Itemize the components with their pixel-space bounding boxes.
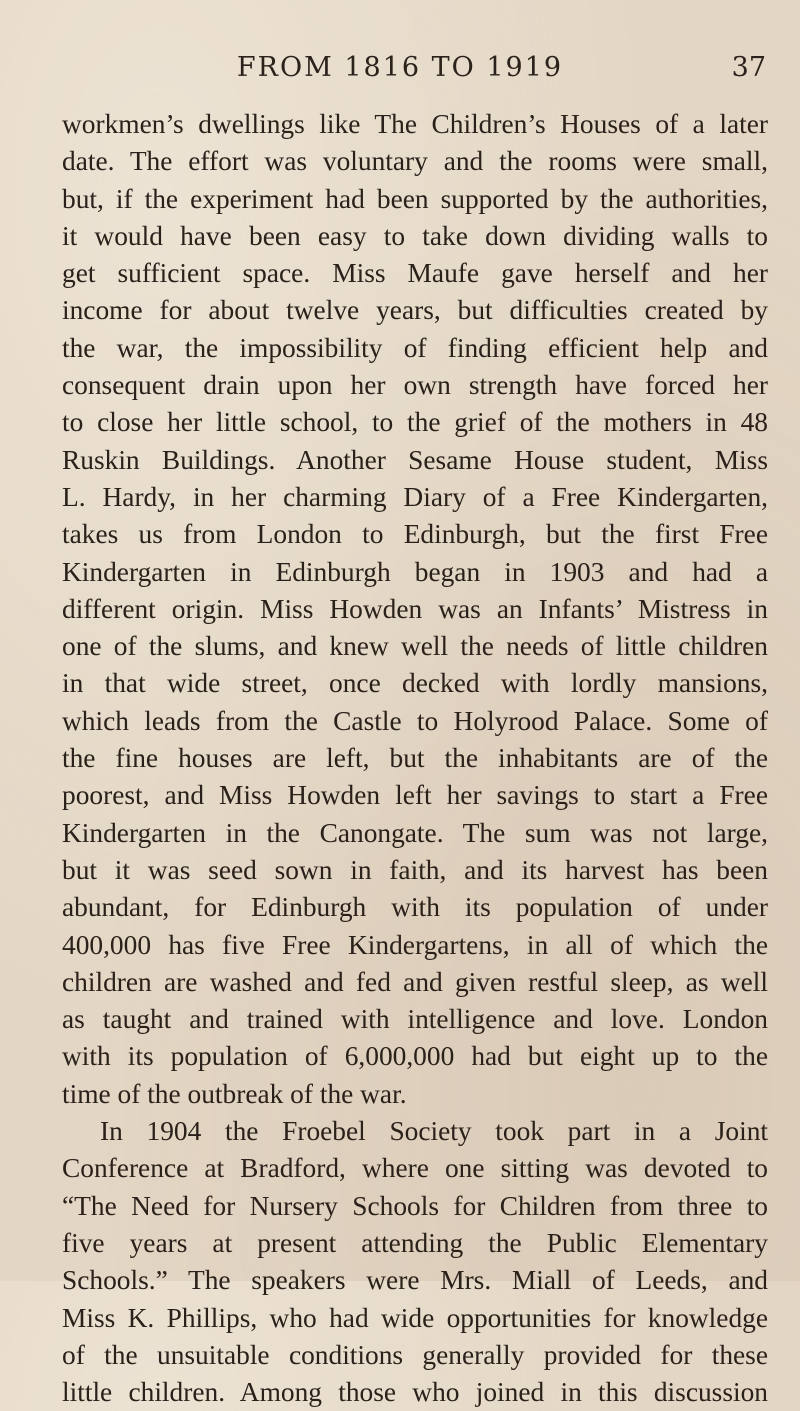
text-line: “The Need for Nursery Schools for Children from three to bbox=[62, 1190, 768, 1221]
text-line: abundant, for Edinburgh with its population of under bbox=[62, 892, 768, 923]
text-line: children are washed and fed and given restful sleep, as well bbox=[62, 966, 768, 997]
text-line: poorest, and Miss Howden left her savings to start a Free bbox=[62, 780, 768, 811]
text-line: Conference at Bradford, where one sitting was devoted to bbox=[62, 1153, 768, 1184]
text-line: but it was seed sown in faith, and its harvest has been bbox=[62, 854, 768, 885]
text-line: time of the outbreak of the war. bbox=[62, 1078, 407, 1109]
text-line: Miss K. Phillips, who had wide opportunities for knowledge bbox=[62, 1302, 768, 1333]
text-line: Kindergarten in Edinburgh began in 1903 and had a bbox=[62, 556, 768, 587]
text-line: Ruskin Buildings. Another Sesame House student, Miss bbox=[62, 444, 768, 475]
text-line: which leads from the Castle to Holyrood Palace. Some of bbox=[62, 705, 768, 736]
text-line: different origin. Miss Howden was an Infants’ Mistress in bbox=[62, 593, 768, 624]
text-line: income for about twelve years, but difficulties created by bbox=[62, 295, 768, 326]
text-line: in that wide street, once decked with lordly mansions, bbox=[62, 668, 768, 699]
text-line: takes us from London to Edinburgh, but the first Free bbox=[62, 519, 768, 550]
text-line: to close her little school, to the grief of the mothers in 48 bbox=[62, 407, 768, 438]
text-line: In 1904 the Froebel Society took part in a Joint bbox=[100, 1116, 768, 1147]
paragraph-1 bbox=[62, 106, 768, 1113]
text-line: with its population of 6,000,000 had but eight up to the bbox=[62, 1041, 768, 1072]
text-line: little children. Among those who joined in this discussion bbox=[62, 1377, 768, 1408]
text-line: date. The effort was voluntary and the rooms were small, bbox=[62, 146, 768, 177]
page-number: 37 bbox=[731, 52, 766, 83]
running-title: FROM 1816 TO 1919 bbox=[236, 52, 564, 83]
text-line: of the unsuitable conditions generally provided for these bbox=[62, 1339, 768, 1370]
body-text bbox=[62, 106, 768, 1411]
text-line: workmen’s dwellings like The Children’s Houses of a later bbox=[62, 109, 768, 139]
text-line: Schools.” The speakers were Mrs. Miall of Leeds, and bbox=[62, 1265, 768, 1296]
paragraph-2 bbox=[62, 1113, 768, 1411]
text-line: the war, the impossibility of finding efficient help and bbox=[62, 332, 768, 363]
text-line: 400,000 has five Free Kindergartens, in all of which the bbox=[62, 929, 768, 960]
text-line: consequent drain upon her own strength have forced her bbox=[62, 370, 768, 401]
text-line: L. Hardy, in her charming Diary of a Free Kindergarten, bbox=[62, 481, 768, 512]
text-line: one of the slums, and knew well the needs of little children bbox=[62, 631, 768, 662]
text-line: it would have been easy to take down dividing walls to bbox=[62, 220, 768, 251]
text-line: but, if the experiment had been supported by the authorities, bbox=[62, 183, 768, 214]
page-header bbox=[0, 52, 800, 92]
text-line: five years at present attending the Public Elementary bbox=[62, 1227, 768, 1258]
text-line: the fine houses are left, but the inhabitants are of the bbox=[62, 743, 768, 774]
text-line: get sufficient space. Miss Maufe gave herself and her bbox=[62, 258, 768, 289]
text-line: as taught and trained with intelligence and love. London bbox=[62, 1004, 768, 1035]
text-line: Kindergarten in the Canongate. The sum was not large, bbox=[62, 817, 768, 848]
